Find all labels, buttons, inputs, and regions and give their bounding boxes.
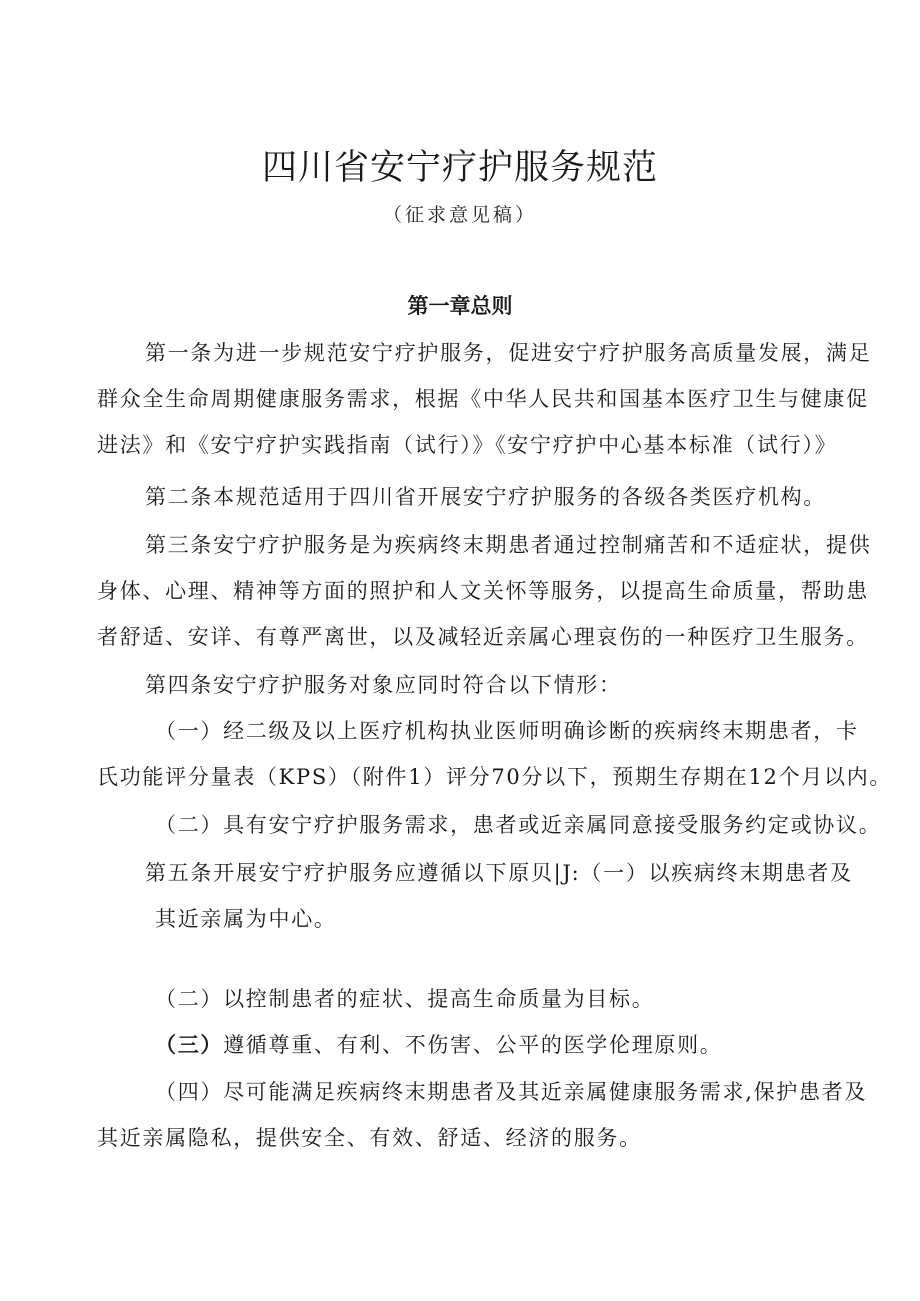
article-3-line-2: 身体、心理、精神等方面的照护和人文关怀等服务，以提高生命质量，帮助患 [97, 579, 869, 603]
document-title: 四川省安宁疗护服务规范 [261, 148, 658, 188]
article-5-item-3 [155, 1030, 723, 1060]
article-5-item-4-line-2: 其近亲属隐私，提供安全、有效、舒适、经济的服务。 [97, 1126, 642, 1150]
article-5-line-2: 其近亲属为中心。 [155, 907, 337, 931]
article-1-line-3: 进法》和《安宁疗护实践指南（试行）》《安宁疗护中心基本标准（试行）》 [97, 433, 838, 457]
article-1-line-2: 群众全生命周期健康服务需求，根据《中华人民共和国基本医疗卫生与健康促 [97, 387, 869, 411]
article-4-line-1: 第四条安宁疗护服务对象应同时符合以下情形： [145, 673, 622, 697]
article-2-line-1: 第二条本规范适用于四川省开展安宁疗护服务的各级各类医疗机构。 [145, 485, 826, 509]
article-4-item-2-line-1: （二）具有安宁疗护服务需求，患者或近亲属同意接受服务约定或协议。 [155, 813, 882, 837]
article-5-item-3-text: 遵循尊重、有利、不伤害、公平的医学伦理原则。 [223, 1033, 723, 1057]
article-5-line-1: 第五条开展安宁疗护服务应遵循以下原贝|J:（一）以疾病终末期患者及 [145, 861, 853, 885]
chapter-heading: 第一章总则 [407, 294, 513, 318]
article-5-item-3-number: （三） [155, 1032, 224, 1057]
article-5-item-4-line-1: （四）尽可能满足疾病终末期患者及其近亲属健康服务需求,保护患者及 [155, 1080, 868, 1104]
article-3-line-3: 者舒适、安详、有尊严离世，以及减轻近亲属心理哀伤的一种医疗卫生服务。 [97, 625, 869, 649]
document-subtitle: （征求意见稿） [382, 204, 537, 226]
article-3-line-1: 第三条安宁疗护服务是为疾病终末期患者通过控制痛苦和不适症状，提供 [145, 533, 872, 557]
article-5-item-2: （二）以控制患者的症状、提高生命质量为目标。 [155, 987, 655, 1011]
article-1-line-1: 第一条为进一步规范安宁疗护服务，促进安宁疗护服务高质量发展，满足 [145, 341, 872, 365]
article-4-item-1-line-1: （一）经二级及以上医疗机构执业医师明确诊断的疾病终末期患者，卡 [155, 719, 859, 743]
article-4-item-1-line-2: 氏功能评分量表（KPS）（附件1）评分70分以下，预期生存期在12个月以内。 [97, 765, 893, 789]
